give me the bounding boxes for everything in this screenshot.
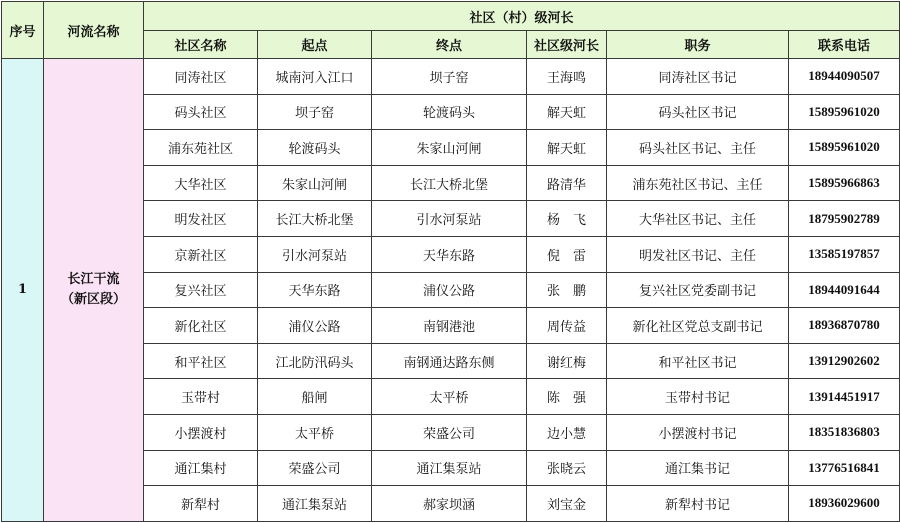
end-point-cell: 坝子窑 — [372, 59, 527, 95]
community-name-cell: 大华社区 — [144, 165, 258, 201]
position-cell: 大华社区书记、主任 — [607, 201, 789, 237]
phone-cell: 15895966863 — [789, 165, 900, 201]
header-community-chief-group: 社区（村）级河长 — [144, 2, 900, 31]
header-community-name: 社区名称 — [144, 31, 258, 59]
end-point-cell: 轮渡码头 — [372, 94, 527, 130]
chief-name-cell: 路清华 — [527, 165, 607, 201]
chief-name-cell: 刘宝金 — [527, 486, 607, 522]
community-name-cell: 码头社区 — [144, 94, 258, 130]
header-position: 职务 — [607, 31, 789, 59]
phone-cell: 15895961020 — [789, 130, 900, 166]
start-point-cell: 长江大桥北堡 — [258, 201, 372, 237]
position-cell: 浦东苑社区书记、主任 — [607, 165, 789, 201]
start-point-cell: 浦仪公路 — [258, 308, 372, 344]
end-point-cell: 郝家坝涵 — [372, 486, 527, 522]
start-point-cell: 通江集泵站 — [258, 486, 372, 522]
start-point-cell: 船闸 — [258, 379, 372, 415]
end-point-cell: 朱家山河闸 — [372, 130, 527, 166]
phone-cell: 18936870780 — [789, 308, 900, 344]
community-name-cell: 小摆渡村 — [144, 414, 258, 450]
community-name-cell: 新犁村 — [144, 486, 258, 522]
chief-name-cell: 周传益 — [527, 308, 607, 344]
chief-name-cell: 解天虹 — [527, 130, 607, 166]
start-point-cell: 轮渡码头 — [258, 130, 372, 166]
position-cell: 码头社区书记、主任 — [607, 130, 789, 166]
start-point-cell: 荣盛公司 — [258, 450, 372, 486]
phone-cell: 18944091644 — [789, 272, 900, 308]
position-cell: 同涛社区书记 — [607, 59, 789, 95]
header-end-point: 终点 — [372, 31, 527, 59]
phone-cell: 13914451917 — [789, 379, 900, 415]
phone-cell: 18936029600 — [789, 486, 900, 522]
table-body — [2, 2, 900, 522]
start-point-cell: 坝子窑 — [258, 94, 372, 130]
community-name-cell: 新化社区 — [144, 308, 258, 344]
end-point-cell: 通江集泵站 — [372, 450, 527, 486]
start-point-cell: 江北防汛码头 — [258, 343, 372, 379]
community-name-cell: 浦东苑社区 — [144, 130, 258, 166]
chief-name-cell: 杨 飞 — [527, 201, 607, 237]
phone-cell: 13776516841 — [789, 450, 900, 486]
end-point-cell: 南钢港池 — [372, 308, 527, 344]
header-community-chief: 社区级河长 — [527, 31, 607, 59]
river-chief-table — [1, 1, 900, 522]
chief-name-cell: 张晓云 — [527, 450, 607, 486]
start-point-cell: 天华东路 — [258, 272, 372, 308]
position-cell: 玉带村书记 — [607, 379, 789, 415]
community-name-cell: 京新社区 — [144, 236, 258, 272]
start-point-cell: 引水河泵站 — [258, 236, 372, 272]
position-cell: 和平社区书记 — [607, 343, 789, 379]
community-name-cell: 通江集村 — [144, 450, 258, 486]
position-cell: 通江集书记 — [607, 450, 789, 486]
position-cell: 新犁村书记 — [607, 486, 789, 522]
header-row-top — [2, 2, 900, 31]
header-river-name: 河流名称 — [44, 2, 144, 59]
seq-number-cell: 1 — [2, 59, 44, 522]
river-name-cell — [44, 59, 144, 522]
phone-cell: 18795902789 — [789, 201, 900, 237]
chief-name-cell: 谢红梅 — [527, 343, 607, 379]
end-point-cell: 南钢通达路东侧 — [372, 343, 527, 379]
community-name-cell: 和平社区 — [144, 343, 258, 379]
river-name-line1: 长江干流 — [67, 271, 120, 287]
header-start-point: 起点 — [258, 31, 372, 59]
table-row — [2, 59, 900, 95]
community-name-cell: 玉带村 — [144, 379, 258, 415]
phone-cell: 15895961020 — [789, 94, 900, 130]
chief-name-cell: 边小慧 — [527, 414, 607, 450]
community-name-cell: 明发社区 — [144, 201, 258, 237]
start-point-cell: 城南河入江口 — [258, 59, 372, 95]
end-point-cell: 荣盛公司 — [372, 414, 527, 450]
phone-cell: 18944090507 — [789, 59, 900, 95]
chief-name-cell: 解天虹 — [527, 94, 607, 130]
end-point-cell: 长江大桥北堡 — [372, 165, 527, 201]
position-cell: 明发社区书记、主任 — [607, 236, 789, 272]
end-point-cell: 天华东路 — [372, 236, 527, 272]
phone-cell: 18351836803 — [789, 414, 900, 450]
phone-cell: 13585197857 — [789, 236, 900, 272]
end-point-cell: 引水河泵站 — [372, 201, 527, 237]
position-cell: 码头社区书记 — [607, 94, 789, 130]
start-point-cell: 太平桥 — [258, 414, 372, 450]
chief-name-cell: 倪 雷 — [527, 236, 607, 272]
end-point-cell: 浦仪公路 — [372, 272, 527, 308]
header-phone: 联系电话 — [789, 31, 900, 59]
community-name-cell: 同涛社区 — [144, 59, 258, 95]
chief-name-cell: 陈 强 — [527, 379, 607, 415]
start-point-cell: 朱家山河闸 — [258, 165, 372, 201]
river-name-line2: （新区段） — [60, 291, 126, 307]
position-cell: 小摆渡村书记 — [607, 414, 789, 450]
community-name-cell: 复兴社区 — [144, 272, 258, 308]
position-cell: 新化社区党总支副书记 — [607, 308, 789, 344]
position-cell: 复兴社区党委副书记 — [607, 272, 789, 308]
phone-cell: 13912902602 — [789, 343, 900, 379]
end-point-cell: 太平桥 — [372, 379, 527, 415]
chief-name-cell: 王海鸣 — [527, 59, 607, 95]
header-seq: 序号 — [2, 2, 44, 59]
chief-name-cell: 张 鹏 — [527, 272, 607, 308]
